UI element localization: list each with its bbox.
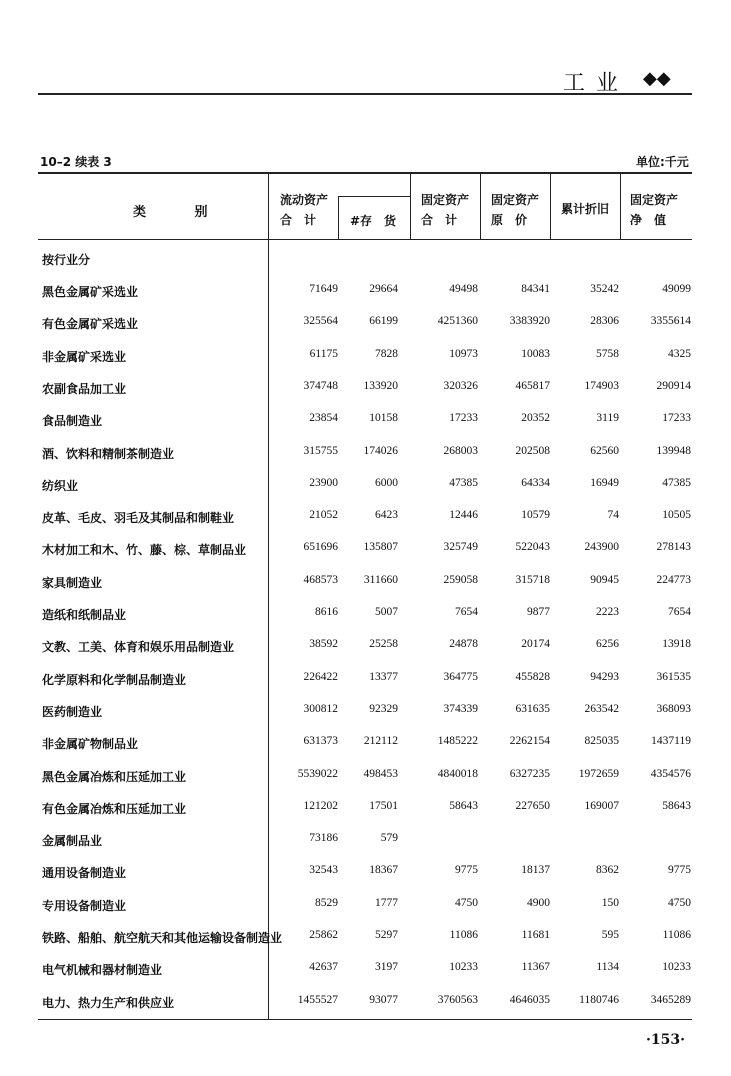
cell-col2: 66199 bbox=[369, 315, 398, 328]
cell-col5: 1180746 bbox=[579, 993, 619, 1006]
cell-col4: 9877 bbox=[527, 606, 550, 618]
table-row bbox=[0, 477, 731, 497]
table-row bbox=[0, 800, 731, 820]
table-row bbox=[0, 638, 731, 658]
cell-col2: 3197 bbox=[375, 961, 398, 974]
diamond-ornament-icon: ◆◆ bbox=[643, 68, 671, 89]
cell-col1: 374748 bbox=[303, 379, 338, 392]
cell-col6: 3465289 bbox=[650, 993, 691, 1006]
table-id: 10–2 续表 3 bbox=[40, 155, 112, 169]
cell-col1: 42637 bbox=[309, 961, 338, 974]
cell-col6: 1437119 bbox=[651, 735, 691, 748]
cell-col2: 25258 bbox=[369, 638, 398, 651]
cell-col1: 8529 bbox=[315, 896, 338, 909]
cell-col6: 4325 bbox=[668, 347, 691, 360]
cell-col4: 20174 bbox=[521, 638, 550, 651]
col1-header-l1: 流动资产 bbox=[280, 193, 329, 207]
row-category: 有色金属冶炼和压延加工业 bbox=[42, 801, 187, 816]
row-category: 木材加工和木、竹、藤、棕、草制品业 bbox=[42, 543, 247, 558]
row-category: 化学原料和化学制品制造业 bbox=[42, 672, 187, 687]
cell-col1: 651696 bbox=[303, 541, 338, 554]
table-row bbox=[0, 864, 731, 884]
cell-col3: 17233 bbox=[449, 412, 478, 425]
cell-col6: 139948 bbox=[656, 444, 691, 457]
table-row bbox=[0, 445, 731, 465]
cell-col1: 23854 bbox=[309, 412, 338, 425]
col6-header-l2: 净 值 bbox=[630, 213, 667, 227]
row-category: 有色金属矿采选业 bbox=[42, 317, 139, 332]
cell-col5: 169007 bbox=[584, 799, 619, 812]
cell-col2: 1777 bbox=[375, 896, 398, 909]
cell-col4: 6327235 bbox=[509, 767, 550, 780]
cell-col2: 93077 bbox=[369, 993, 398, 1006]
cell-col3: 325749 bbox=[443, 541, 478, 554]
cell-col4: 455828 bbox=[515, 670, 550, 683]
cell-col3: 259058 bbox=[443, 573, 478, 586]
page-number: ·153· bbox=[646, 1032, 685, 1048]
cell-col5: 243900 bbox=[584, 541, 619, 554]
cell-col5: 16949 bbox=[590, 476, 619, 489]
cell-col4: 20352 bbox=[521, 412, 550, 425]
row-category: 家具制造业 bbox=[42, 575, 103, 590]
cell-col6: 17233 bbox=[662, 412, 691, 425]
row-category: 医药制造业 bbox=[42, 704, 103, 719]
header-bottom-rule bbox=[38, 239, 692, 240]
cell-col1: 315755 bbox=[303, 444, 338, 457]
row-category: 黑色金属矿采选业 bbox=[42, 285, 139, 299]
cell-col5: 6256 bbox=[596, 638, 619, 651]
table-row bbox=[0, 897, 731, 917]
row-category: 农副食品加工业 bbox=[42, 381, 127, 396]
col1-header-l2: 合 计 bbox=[280, 213, 317, 227]
cell-col5: 8362 bbox=[596, 864, 619, 877]
table-row bbox=[0, 832, 731, 852]
cell-col2: 29664 bbox=[369, 283, 398, 295]
cell-col4: 2262154 bbox=[509, 735, 550, 748]
cell-col2: 5007 bbox=[375, 606, 398, 618]
cell-col3: 12446 bbox=[449, 509, 478, 522]
cell-col2: 5297 bbox=[375, 929, 398, 941]
cell-col2: 6423 bbox=[375, 509, 398, 522]
col-divider bbox=[620, 172, 621, 239]
cell-col6: 361535 bbox=[656, 670, 691, 683]
row-category: 文教、工美、体育和娱乐用品制造业 bbox=[42, 640, 235, 655]
cell-col3: 24878 bbox=[449, 638, 478, 651]
cell-col4: 11681 bbox=[521, 929, 550, 941]
cell-col2: 311660 bbox=[363, 573, 398, 586]
table-row bbox=[0, 541, 731, 561]
table-top-rule bbox=[38, 172, 692, 174]
cell-col2: 92329 bbox=[369, 702, 398, 715]
col-divider bbox=[338, 196, 339, 239]
table-row bbox=[0, 994, 731, 1014]
cell-col1: 38592 bbox=[309, 638, 338, 651]
cell-col4: 4646035 bbox=[509, 993, 550, 1006]
cell-col2: 135807 bbox=[363, 541, 398, 554]
cell-col6: 4354576 bbox=[650, 767, 691, 780]
cell-col3: 9775 bbox=[455, 864, 478, 877]
cell-col3: 4840018 bbox=[437, 767, 478, 780]
table-row bbox=[0, 283, 731, 303]
cell-col1: 73186 bbox=[309, 832, 338, 845]
row-category: 非金属矿采选业 bbox=[42, 349, 127, 364]
cell-col5: 62560 bbox=[590, 444, 619, 457]
row-category: 铁路、船舶、航空航天和其他运输设备制造业 bbox=[42, 931, 283, 945]
cell-col2: 7828 bbox=[375, 347, 398, 360]
cell-col6: 11086 bbox=[662, 929, 691, 941]
cell-col6: 58643 bbox=[662, 799, 691, 812]
cell-col3: 4251360 bbox=[437, 315, 478, 328]
cell-col3: 10973 bbox=[449, 347, 478, 360]
cell-col5: 150 bbox=[601, 896, 619, 909]
cell-col1: 300812 bbox=[303, 702, 338, 715]
cell-col2: 579 bbox=[380, 832, 398, 845]
row-category: 造纸和纸制品业 bbox=[42, 608, 127, 622]
col-divider bbox=[550, 172, 551, 239]
cell-col5: 28306 bbox=[590, 315, 619, 328]
header-rule bbox=[38, 93, 692, 95]
section-title: 工 业 bbox=[563, 71, 620, 96]
cell-col1: 121202 bbox=[303, 799, 338, 812]
cell-col3: 49498 bbox=[449, 283, 478, 295]
cell-col5: 5758 bbox=[596, 347, 619, 360]
cell-col1: 1455527 bbox=[297, 993, 338, 1006]
cell-col3: 4750 bbox=[455, 896, 478, 909]
cell-col5: 2223 bbox=[596, 606, 619, 618]
table-row bbox=[0, 509, 731, 529]
cell-col1: 71649 bbox=[309, 283, 338, 295]
row-category: 电气机械和器材制造业 bbox=[42, 963, 163, 978]
cell-col5: 94293 bbox=[590, 670, 619, 683]
cell-col3: 11086 bbox=[449, 929, 478, 941]
cell-col6: 10505 bbox=[662, 509, 691, 522]
table-row bbox=[0, 768, 731, 788]
row-category: 黑色金属冶炼和压延加工业 bbox=[42, 769, 187, 784]
table-row bbox=[0, 315, 731, 335]
cell-col5: 174903 bbox=[584, 379, 619, 392]
col5-header: 累计折旧 bbox=[561, 202, 610, 216]
cell-col4: 315718 bbox=[515, 573, 550, 586]
cell-col3: 3760563 bbox=[437, 993, 478, 1006]
table-row bbox=[0, 703, 731, 723]
cell-col6: 10233 bbox=[662, 961, 691, 974]
cell-col1: 61175 bbox=[309, 347, 338, 360]
cell-col4: 631635 bbox=[515, 702, 550, 715]
cell-col4: 64334 bbox=[521, 476, 550, 489]
row-category: 食品制造业 bbox=[42, 414, 103, 429]
row-category: 专用设备制造业 bbox=[42, 898, 127, 913]
cell-col3: 7654 bbox=[455, 606, 478, 618]
table-bottom-rule bbox=[38, 1019, 692, 1020]
cell-col6: 49099 bbox=[662, 283, 691, 295]
row-category: 通用设备制造业 bbox=[42, 866, 127, 881]
cell-col1: 21052 bbox=[309, 509, 338, 522]
col3-header-l1: 固定资产 bbox=[421, 193, 470, 207]
row-category: 皮革、毛皮、羽毛及其制品和制鞋业 bbox=[42, 511, 235, 526]
cell-col4: 18137 bbox=[521, 864, 550, 877]
cell-col3: 364775 bbox=[443, 670, 478, 683]
cell-col3: 47385 bbox=[449, 476, 478, 489]
cell-col1: 32543 bbox=[309, 864, 338, 877]
col-divider bbox=[480, 172, 481, 239]
cell-col5: 263542 bbox=[584, 702, 619, 715]
cell-col1: 226422 bbox=[303, 670, 338, 683]
table-row bbox=[0, 735, 731, 755]
cell-col6: 278143 bbox=[656, 541, 691, 554]
cell-col2: 174026 bbox=[363, 444, 398, 457]
col4-header-l1: 固定资产 bbox=[491, 193, 540, 207]
cell-col1: 8616 bbox=[315, 606, 338, 618]
cell-col1: 468573 bbox=[303, 573, 338, 586]
col6-header-l1: 固定资产 bbox=[630, 193, 679, 207]
cell-col6: 290914 bbox=[656, 379, 691, 392]
cell-col5: 35242 bbox=[590, 283, 619, 295]
cell-col2: 13377 bbox=[369, 670, 398, 683]
cell-col4: 3383920 bbox=[509, 315, 550, 328]
row-category: 金属制品业 bbox=[42, 834, 103, 849]
cell-col5: 595 bbox=[601, 929, 619, 941]
cell-col3: 268003 bbox=[443, 444, 478, 457]
cell-col2: 18367 bbox=[369, 864, 398, 877]
cell-col1: 631373 bbox=[303, 735, 338, 748]
cell-col5: 90945 bbox=[590, 573, 619, 586]
col3-header-l2: 合 计 bbox=[421, 213, 458, 227]
cell-col6: 3355614 bbox=[650, 315, 691, 328]
cell-col3: 10233 bbox=[449, 961, 478, 974]
cell-col5: 1134 bbox=[596, 961, 619, 974]
cell-col3: 320326 bbox=[443, 379, 478, 392]
cell-col4: 202508 bbox=[515, 444, 550, 457]
cell-col4: 10579 bbox=[521, 509, 550, 522]
table-row bbox=[0, 606, 731, 626]
cell-col4: 522043 bbox=[515, 541, 550, 554]
group-label: 按行业分 bbox=[42, 253, 91, 267]
cell-col2: 133920 bbox=[363, 379, 398, 392]
cell-col3: 58643 bbox=[449, 799, 478, 812]
cell-col3: 1485222 bbox=[437, 735, 478, 748]
col2-header: #存 货 bbox=[350, 214, 397, 228]
cell-col2: 10158 bbox=[369, 412, 398, 425]
table-row bbox=[0, 574, 731, 594]
row-category: 纺织业 bbox=[42, 478, 79, 493]
cell-col6: 224773 bbox=[656, 573, 691, 586]
cell-col2: 17501 bbox=[369, 799, 398, 812]
cell-col6: 368093 bbox=[656, 702, 691, 715]
row-category: 酒、饮料和精制茶制造业 bbox=[42, 446, 175, 461]
table-row bbox=[0, 412, 731, 432]
cell-col5: 74 bbox=[607, 509, 619, 522]
table-row bbox=[0, 671, 731, 691]
cell-col6: 7654 bbox=[668, 606, 691, 618]
cell-col1: 5539022 bbox=[297, 767, 338, 780]
cell-col4: 465817 bbox=[515, 379, 550, 392]
cell-col4: 227650 bbox=[515, 799, 550, 812]
cell-col6: 13918 bbox=[662, 638, 691, 651]
cell-col4: 11367 bbox=[521, 961, 550, 974]
cell-col6: 47385 bbox=[662, 476, 691, 489]
col-divider bbox=[410, 172, 411, 239]
cell-col1: 23900 bbox=[309, 476, 338, 489]
table-row bbox=[0, 929, 731, 949]
row-category: 非金属矿物制品业 bbox=[42, 737, 139, 752]
table-unit: 单位:千元 bbox=[636, 155, 689, 169]
table-row bbox=[0, 961, 731, 981]
table-row bbox=[0, 380, 731, 400]
row-category: 电力、热力生产和供应业 bbox=[42, 995, 175, 1010]
cell-col2: 212112 bbox=[363, 735, 398, 748]
cell-col4: 84341 bbox=[521, 283, 550, 295]
sub-header-rule bbox=[338, 196, 410, 197]
cell-col3: 374339 bbox=[443, 702, 478, 715]
cell-col5: 3119 bbox=[596, 412, 619, 425]
col4-header-l2: 原 价 bbox=[491, 213, 528, 227]
cell-col4: 10083 bbox=[521, 347, 550, 360]
table-row bbox=[0, 348, 731, 368]
cell-col2: 498453 bbox=[363, 767, 398, 780]
cell-col4: 4900 bbox=[527, 896, 550, 909]
cell-col6: 4750 bbox=[668, 896, 691, 909]
cell-col6: 9775 bbox=[668, 864, 691, 877]
cell-col5: 1972659 bbox=[578, 767, 619, 780]
cell-col1: 325564 bbox=[303, 315, 338, 328]
cell-col2: 6000 bbox=[375, 476, 398, 489]
category-header: 类 别 bbox=[133, 205, 230, 220]
cell-col1: 25862 bbox=[309, 929, 338, 941]
cell-col5: 825035 bbox=[584, 735, 619, 748]
